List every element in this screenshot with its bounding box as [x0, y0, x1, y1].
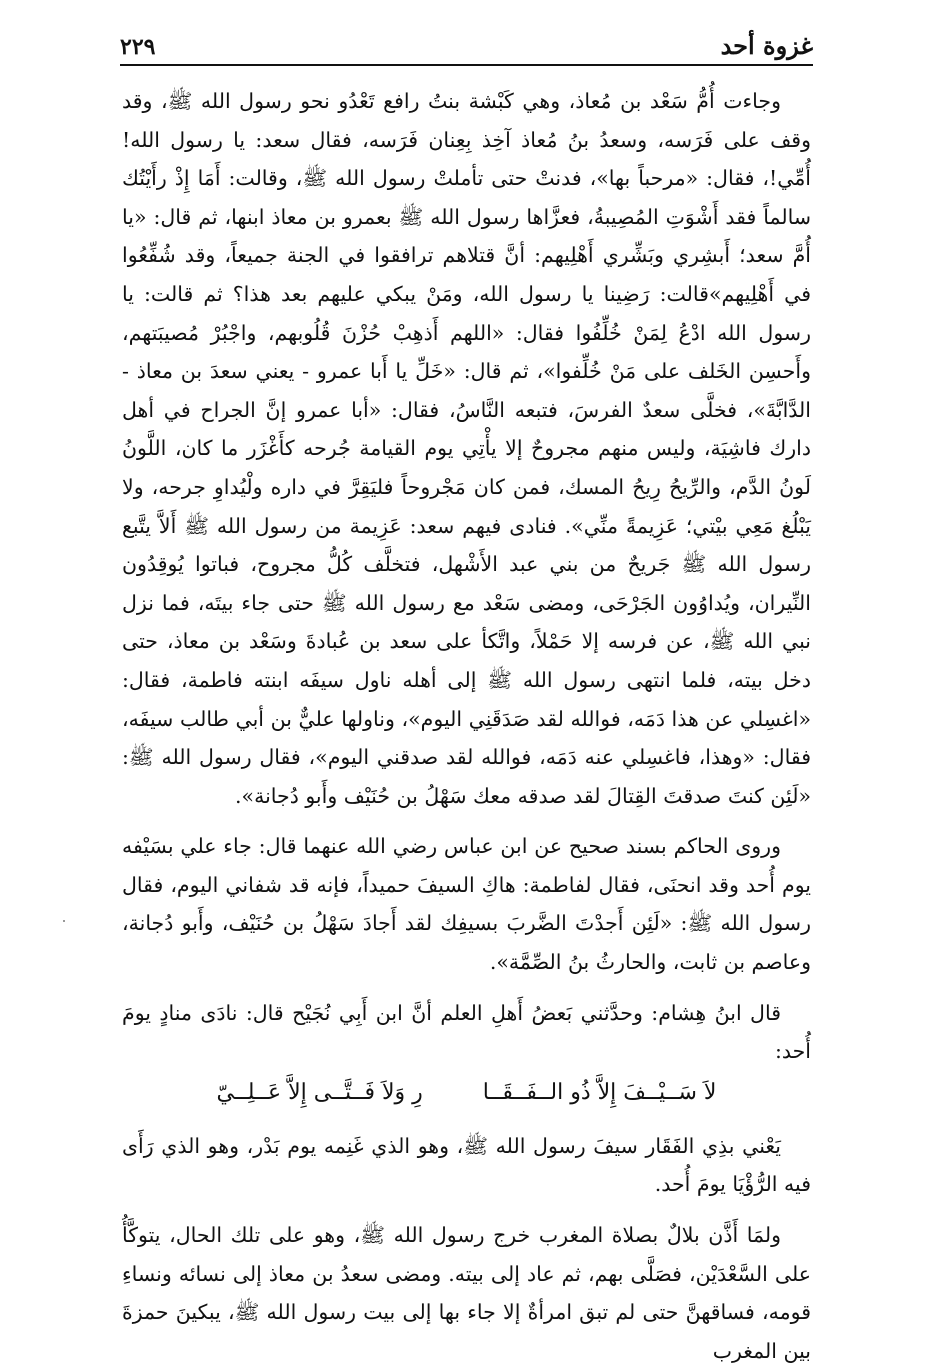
- paragraph-bilal-maghrib: ولمَا أَذَّن بلالٌ بصلاة المغرب خرج رسول الله ﷺ، وهو على تلك الحال، يتوكَّأُ على السَّعْدَيْن، فصَلَّى بهم، ثم عاد إلى بيته. ومضى سعدُ بن معاذ إلى نسائه ونساءِ قومه، فساقهنَّ حتى لم تبق امرأةٌ إلا جاء بها إلى بيت رسول الله ﷺ، يبكينَ حمزةَ بين المغرب: [122, 1223, 811, 1363]
- page-body: [122, 82, 811, 1370]
- paragraph-hakim-narration: وروى الحاكم بسند صحيح عن ابن عباس رضي الله عنهما قال: جاء علي بسَيْفه يوم أُحد وقد انحنَى، فقال لفاطمة: هاكِ السيفَ حميداً، فإنه قد شفاني اليوم، فقال رسول الله ﷺ: «لَئِن أَجدْتَ الضَّربَ بسيفِك لقد أَجادَ سَهْلُ بن حُنَيْف، وأَبو دُجانة، وعاصم بن ثابت، والحارثُ بنُ الصِّمَّة».: [122, 834, 811, 975]
- poetry-verse: [122, 1071, 811, 1115]
- verse-hemistich-second: رِ وَلاَ فَــتَّــى إِلاَّ عَــلِــيّ: [216, 1079, 423, 1105]
- running-title: غزوة أحد: [720, 31, 813, 60]
- margin-speck: [63, 920, 65, 922]
- page-header: [120, 26, 813, 66]
- page-number: ٢٢٩: [120, 34, 156, 60]
- paragraph-umm-saad: وجاءت أُمُّ سَعْد بن مُعاذ، وهي كَبْشة بنتُ رافع تَعْدُو نحو رسول الله ﷺ، وقد وقف على فَرَسه، وسعدُ بنُ مُعاذ آخِذ بِعِنان فَرَسه، فقال سعد: يا رسول الله! أُمِّي!، فقال: «مرحباً بها»، فدنتْ حتى تأملتْ رسول الله ﷺ، وقالت: أَمَا إِذْ رأَيْتُك سالماً فقد أَشْوَتِ المُصِيبةُ، فعزَّاها رسول الله ﷺ بعمرو بن معاذ ابنها، ثم قال: «يا أُمَّ سعد؛ أَبشِري وبَشِّري أَهْلِيهم: أنَّ قتلاهم ترافقوا في الجنة جميعاً، وقد شُفِّعُوا في أَهْلِيهم»قالت: رَضِينا يا رسول الله، ومَنْ يبكي عليهم بعد هذا؟ ثم قالت: يا رسول الله ادْعُ لِمَنْ خُلِّفُوا فقال: «اللهم أَذهِبْ حُزْنَ قُلُوبهم، واجْبُرْ مُصيبَتهم، وأَحسِن الخَلف على مَنْ خُلِّفوا»، ثم قال: «خَلِّ يا أَبا عمرو - يعني سعدَ بن معاذ - الدَّابَّةَ»، فخلَّى سعدٌ الفرسَ، فتبعه النَّاسُ، فقال: «أبا عمرو إنَّ الجراح في أهل دارك فاشِيَة، وليس منهم مجروحٌ إلا يأْتِي يوم القيامة جُرحه كأَغْزَر ما كان، اللَّونُ لَونُ الدَّم، والرِّيحُ رِيحُ المسك، فمن كان مَجْروحاً فليَقِرَّ في داره ولْيُداوِ جرحه، ولا يَبْلُغ مَعِي بيْتي؛ عَزِيمةً منِّي». فنادى فيهم سعد: عَزِيمة من رسول الله ﷺ أَلاَّ يتَّبع رسول الله ﷺ جَريحٌ من بني عبد الأَشْهل، فتخلَّف كُلُّ مجروح، فباتوا يُوقِدُون النِّيران، ويُداوُون الجَرْحَى، ومضى سَعْد مع رسول الله ﷺ حتى جاء بيتَه، فما نزل نبي الله ﷺ، عن فرسه إلا حَمْلاً، واتَّكأ على سعد بن عُبادةَ وسَعْد بن معاذ، حتى دخل بيته، فلما انتهى رسول الله ﷺ إلى أهله ناول سيفَه ابنته فاطمة، فقال: «اغسِلي عن هذا دَمَه، فوالله لقد صَدَقَنِي اليوم»، وناولها عليٌّ بن أبي طالب سيفَه، فقال: «وهذا، فاغسِلي عنه دَمَه، فوالله لقد صدقني اليوم»، فقال رسول الله ﷺ: «لَئِن كنتَ صدقتَ القِتالَ لقد صدقه معك سَهْلُ بن حُنَيْف وأَبو دُجانة».: [122, 89, 811, 808]
- verse-hemistich-first: لاَ سَــيْــفَ إِلاَّ ذُو الــفَــقَــا: [482, 1079, 717, 1105]
- paragraph-ibn-hisham: قال ابنُ هِشام: وحدَّثني بَعضُ أَهلِ العلم أنَّ ابن أَبِي نُجَيْح قال: نادَى منادٍ يومَ أُحد:: [122, 1000, 811, 1064]
- paragraph-dhul-fiqar: يَعْني بذِي الفَقَار سيفَ رسول الله ﷺ، وهو الذي غَنِمه يوم بَدْر، وهو الذي رَأَى فيه الرُّؤْيَا يومَ أُحد.: [122, 1133, 811, 1197]
